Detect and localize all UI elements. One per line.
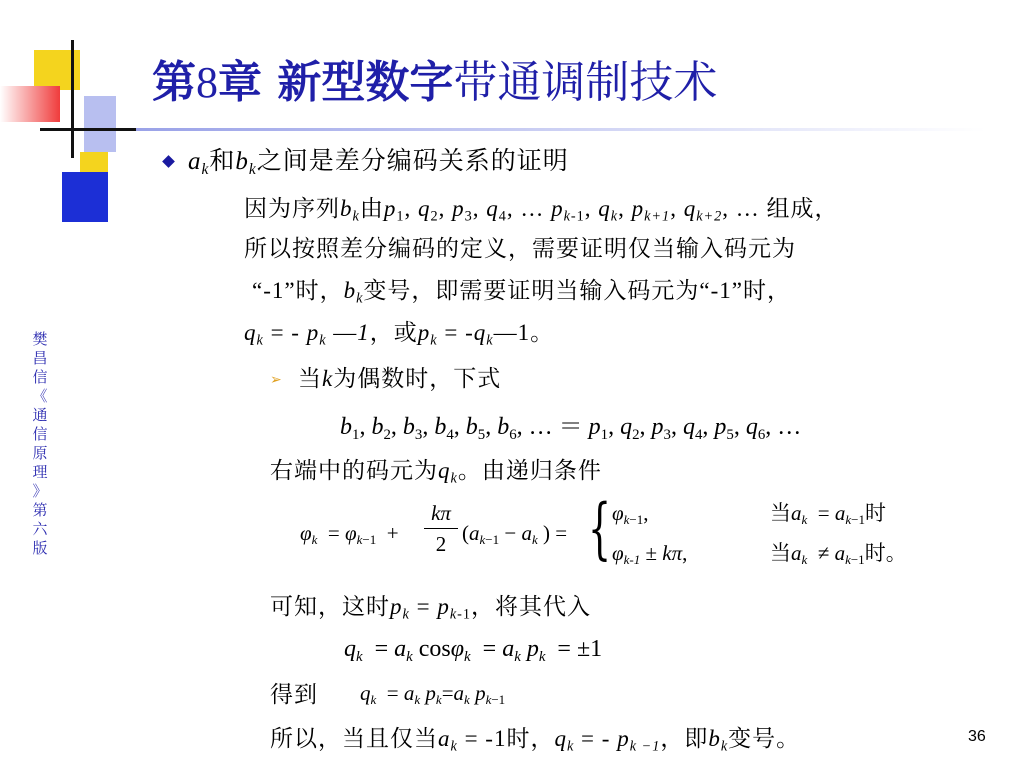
sidebar-char: 六	[32, 520, 48, 538]
right-end-suffix: 。由递归条件	[457, 458, 602, 484]
sidebar-char: 理	[32, 463, 48, 481]
bullet-heading: $a_k$和$b_k$之间是差分编码关系的证明	[188, 146, 569, 178]
phi-recursion-paren: ($a_{k-1} - a_k$ ) =	[462, 521, 568, 548]
sequence-equation: $b_1$, $b_2$, $b_3$, $b_4$, $b_5$, $b_6$, … ＝ $p_1$, $q_2$, $p_3$, $q_4$, $p_5$, $q_6$, …	[340, 414, 802, 443]
conclusion-tail-b: 变号。	[728, 726, 801, 752]
title-normal-part: 带通调制技术	[453, 57, 718, 108]
sidebar-char: 》	[32, 482, 48, 500]
case-1-cond: 当$a_k = a_{k-1}$时	[770, 501, 887, 528]
know-prefix: 可知，这时	[270, 594, 390, 620]
arrow-bullet-icon: ➢	[270, 372, 282, 388]
heading-suffix: 之间是差分编码关系的证明	[256, 146, 569, 175]
sidebar-char: 原	[32, 444, 48, 462]
para1-line3-b: 变号，即需要证明当输入码元为“-1”时，	[363, 278, 791, 303]
sub-bullet-prefix: 当	[298, 366, 322, 392]
para1-line4-b: 。	[530, 320, 555, 346]
sidebar-credit	[30, 330, 50, 558]
para-line-4: $q_k$ = - $p_k$ —1，或$p_k$ = $-q_k—1$。	[244, 320, 555, 349]
yellow-small-square	[80, 152, 108, 172]
sidebar-char: 信	[32, 368, 48, 386]
case-1-expr: $\varphi_{k-1}$,	[612, 501, 649, 528]
slide-title	[152, 46, 717, 110]
para1-line1-prefix: 因为序列	[244, 196, 340, 222]
conclusion-mid: 时，	[506, 726, 555, 752]
para-line-2: 所以按照差分编码的定义，需要证明仅当输入码元为	[244, 236, 796, 262]
case1-when: 当	[770, 501, 791, 525]
page-number: 36	[968, 728, 986, 745]
right-end-prefix: 右端中的码元为	[270, 458, 438, 484]
heading-and: 和	[209, 146, 236, 175]
para1-line1-suffix: 组成，	[766, 196, 839, 222]
case2-when: 当	[770, 541, 791, 565]
cases-brace: {	[588, 490, 612, 567]
title-chapter-number: 8	[196, 58, 218, 107]
phi-recursion-lhs: $\varphi_k = \varphi_{k-1}$ +	[300, 521, 399, 548]
light-blue-square	[84, 96, 116, 152]
sidebar-char: 《	[32, 387, 48, 405]
para-line-3: “-1”时，$b_k$变号，即需要证明当输入码元为“-1”时，	[252, 278, 791, 307]
sidebar-char: 昌	[32, 349, 48, 367]
title-prefix: 第	[152, 57, 196, 108]
sidebar-char: 版	[32, 539, 48, 557]
red-bar	[0, 86, 60, 122]
right-end-text: 右端中的码元为$q_k$。由递归条件	[270, 458, 602, 487]
para1-line3-a: “-1”时，	[252, 278, 344, 303]
case-2-expr: $\varphi_{k-1} \pm k\pi$,	[612, 541, 688, 568]
title-bold-part: 章 新型数字	[218, 57, 454, 108]
sidebar-char: 通	[32, 406, 48, 424]
title-underline-fade	[136, 128, 986, 131]
sub-bullet-text: 当k为偶数时，下式	[298, 366, 502, 392]
sidebar-char: 樊	[32, 330, 48, 348]
conclusion-text: 所以，当且仅当$a_k = -1$时，$q_k$ = - $p_{k -1}$，即$b_k$变号。	[270, 726, 801, 755]
vertical-line	[71, 40, 74, 158]
para1-line4-a: ，或	[369, 320, 418, 346]
para-line-1: 因为序列$b_k$由$p_1$, $q_2$, $p_3$, $q_4$, … $p_{k-1}$, $q_k$, $p_{k+1}$, $q_{k+2}$, … 组成，	[244, 196, 839, 225]
conclusion-tail-a: ，即	[660, 726, 709, 752]
sidebar-char: 信	[32, 425, 48, 443]
get-equation: $q_k = a_k$ $p_k=a_k$ $p_{k-1}$	[360, 681, 506, 708]
phi-fraction: kπ 2	[424, 500, 458, 557]
case1-tail: 时	[865, 501, 887, 525]
case2-tail: 时。	[864, 541, 907, 565]
sub-bullet-suffix: 为偶数时，下式	[333, 366, 502, 392]
sidebar-char: 第	[32, 501, 48, 519]
know-text: 可知，这时$p_k = p_{k-1}$，将其代入	[270, 594, 592, 623]
horizontal-line	[40, 128, 136, 131]
blue-square	[62, 172, 108, 222]
para1-line1-you: 由	[359, 196, 384, 222]
get-label: 得到	[270, 682, 318, 708]
case-2-cond: 当$a_k \ne a_{k-1}$时。	[770, 541, 907, 568]
diamond-bullet-icon	[162, 155, 175, 168]
qk-equation: $q_k = a_k$ $\cos\varphi_k = a_k$ $p_k = \pm 1$	[344, 636, 603, 665]
conclusion-prefix: 所以，当且仅当	[270, 726, 438, 752]
know-suffix: ，将其代入	[471, 594, 592, 620]
